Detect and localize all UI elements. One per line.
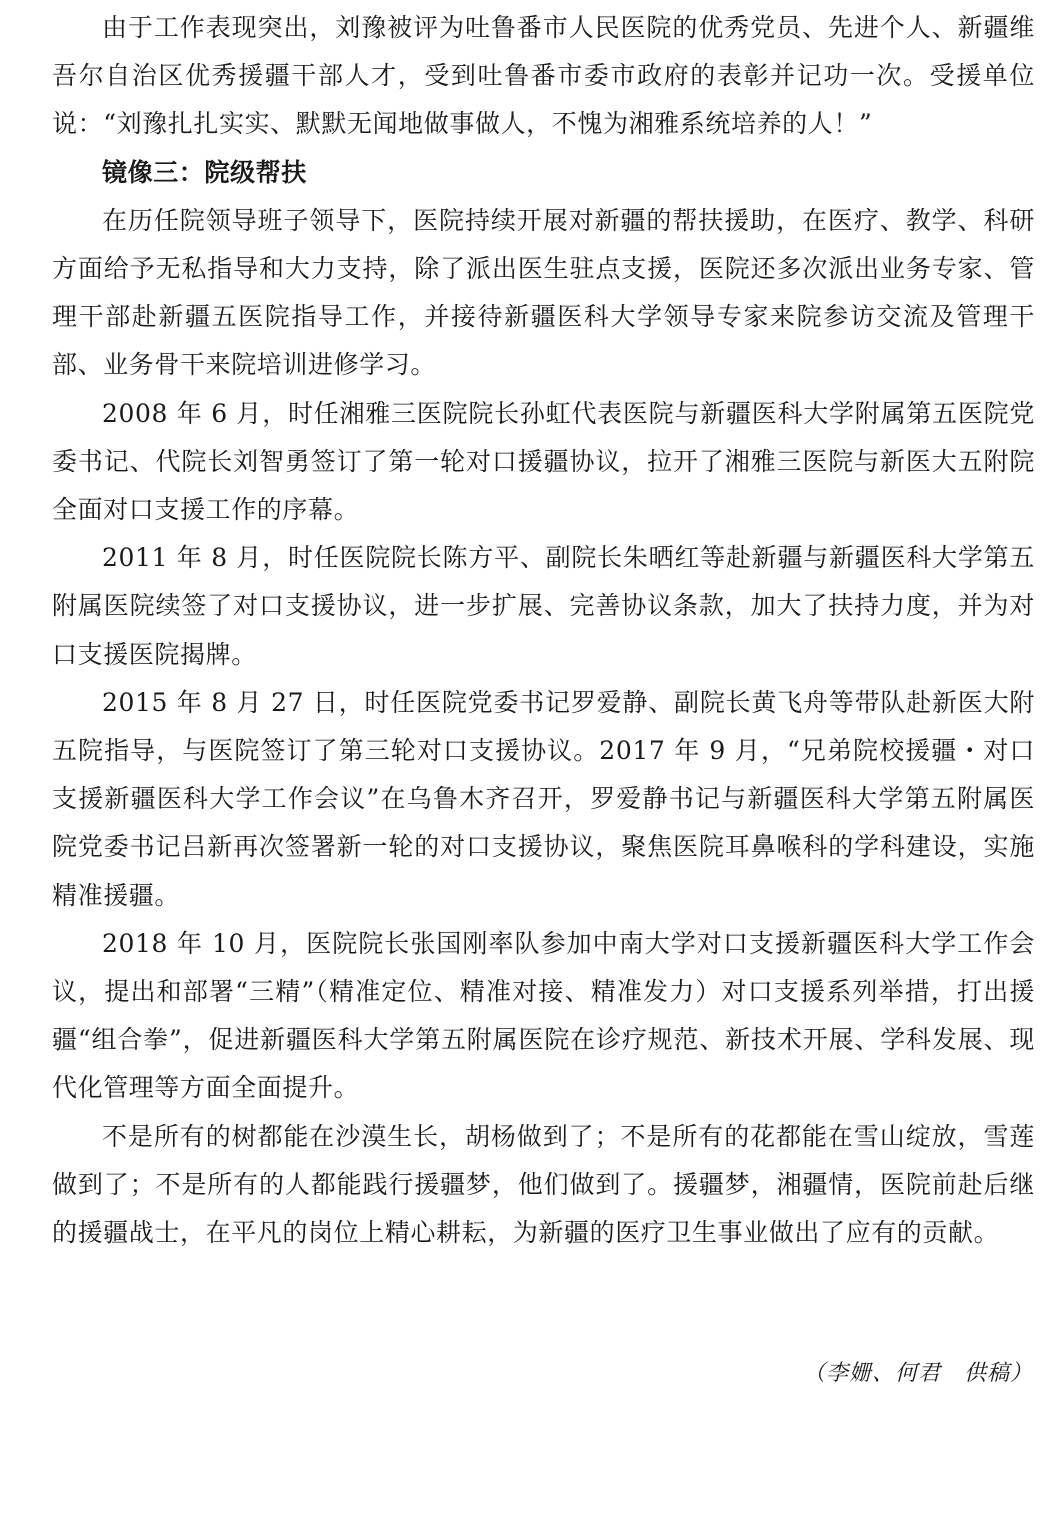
paragraph: 在历任院领导班子领导下，医院持续开展对新疆的帮扶援助，在医疗、教学、科研方面给予无私指导和大力支持，除了派出医生驻点支援，医院还多次派出业务专家、管理干部赴新疆五医院指导工作，并接待新疆医科大学领导专家来院参访交流及管理干部、业务骨干来院培训进修学习。 — [52, 205, 1035, 380]
author-credit: （李姗、何君 供稿） — [802, 1361, 1033, 1386]
paragraph: 2011 年 8 月，时任医院院长陈方平、副院长朱晒红等赴新疆与新疆医科大学第五附属医院续签了对口支援协议，进一步扩展、完善协议条款，加大了扶持力度，并为对口支援医院揭牌。 — [52, 543, 1035, 669]
paragraph: 不是所有的树都能在沙漠生长，胡杨做到了；不是所有的花都能在雪山绽放，雪莲做到了；不是所有的人都能践行援疆梦，他们做到了。援疆梦，湘疆情，医院前赴后继的援疆战士，在平凡的岗位上精心耕耘，为新疆的医疗卫生事业做出了应有的贡献。 — [52, 1121, 1035, 1248]
paragraph: 2015 年 8 月 27 日，时任医院党委书记罗爱静、副院长黄飞舟等带队赴新医大附五院指导，与医院签订了第三轮对口支援协议。2017 年 9 月，“兄弟院校援疆・对口支援新疆医科大学工作会议”在乌鲁木齐召开，罗爱静书记与新疆医科大学第五附属医院党委书记吕新再次签署新一轮的对口支援协议，聚焦医院耳鼻喉科的学科建设，实施精准援疆。 — [52, 687, 1035, 910]
paragraph: 2008 年 6 月，时任湘雅三医院院长孙虹代表医院与新疆医科大学附属第五医院党委书记、代院长刘智勇签订了第一轮对口援疆协议，拉开了湘雅三医院与新医大五附院全面对口支援工作的序幕。 — [52, 398, 1035, 525]
paragraph: 2018 年 10 月，医院院长张国刚率队参加中南大学对口支援新疆医科大学工作会议，提出和部署“三精”（精准定位、精准对接、精准发力）对口支援系列举措，打出援疆“组合拳”，促进新疆医科大学第五附属医院在诊疗规范、新技术开展、学科发展、现代化管理等方面全面提升。 — [52, 928, 1035, 1103]
article-body — [52, 4, 1035, 1257]
paragraph: 由于工作表现突出，刘豫被评为吐鲁番市人民医院的优秀党员、先进个人、新疆维吾尔自治区优秀援疆干部人才，受到吐鲁番市委市政府的表彰并记功一次。受援单位说：“刘豫扎扎实实、默默无闻地做事做人，不愧为湘雅系统培养的人！” — [52, 13, 1035, 139]
section-heading: 镜像三：院级帮扶 — [102, 157, 307, 187]
